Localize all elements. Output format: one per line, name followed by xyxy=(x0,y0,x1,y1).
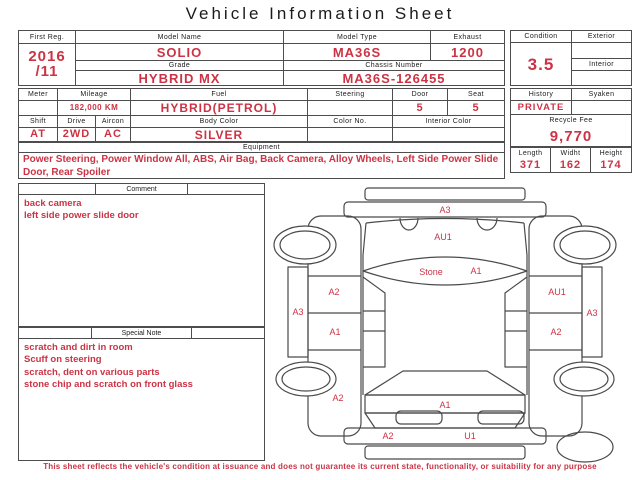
recycle-fee-label: Recycle Fee xyxy=(549,117,593,124)
equipment-value: Power Steering, Power Window All, ABS, Air Bag, Back Camera, Alloy Wheels, Left Side Power Slide Door, Rear Spoiler xyxy=(23,154,499,178)
special-note-label: Special Note xyxy=(91,328,193,338)
damage-code-right-sill: A3 xyxy=(586,308,598,318)
mileage-value: 182,000 KM xyxy=(58,101,131,116)
exterior-value xyxy=(572,43,631,59)
special-note-line: Scuff on steering xyxy=(24,354,102,366)
model-type-label: Model Type xyxy=(284,31,431,44)
shift-label: Shift xyxy=(19,116,58,128)
length-value: 371 xyxy=(511,158,551,172)
special-note-line: stone chip and scratch on front glass xyxy=(24,379,193,391)
aircon-value: AC xyxy=(96,128,131,141)
left-front-wheel xyxy=(274,226,336,264)
interior-color-label: Interior Color xyxy=(393,116,504,128)
color-no-value xyxy=(308,128,393,141)
spare-tire xyxy=(557,432,613,462)
condition-value: 3.5 xyxy=(511,43,572,85)
length-label: Length xyxy=(511,148,551,158)
comment-label: Comment xyxy=(95,184,187,194)
height-value: 174 xyxy=(600,158,622,171)
damage-code-left-rear-door: A1 xyxy=(329,327,341,337)
right-front-wheel xyxy=(554,226,616,264)
car-diagram-labels xyxy=(292,205,597,441)
grade-value: HYBRID MX xyxy=(76,71,284,85)
door-value: 5 xyxy=(393,101,448,116)
rear-window xyxy=(365,371,525,395)
damage-code-windshield: A1 xyxy=(470,266,482,276)
body-right-edge xyxy=(524,223,527,395)
color-no-label: Color No. xyxy=(308,116,393,128)
rear-lower-bar xyxy=(365,446,525,459)
recycle-fee-value: 9,770 xyxy=(549,127,593,145)
condition-label: Condition xyxy=(511,31,572,43)
rear-bumper xyxy=(344,428,546,444)
damage-code-left-rear-fender: A2 xyxy=(332,393,344,403)
comment-box xyxy=(18,183,265,327)
drive-label: Drive xyxy=(58,116,96,128)
width-value: 162 xyxy=(551,158,591,172)
front-spoiler xyxy=(365,188,525,200)
interior-color-value xyxy=(393,128,504,141)
page-title: Vehicle Information Sheet xyxy=(185,4,455,23)
damage-code-rear-panel: A1 xyxy=(439,400,451,410)
meter-label: Meter xyxy=(19,89,58,101)
interior-value xyxy=(572,71,631,85)
meter-value xyxy=(19,101,58,116)
model-type-value: MA36S xyxy=(284,44,431,61)
syaken-label: Syaken xyxy=(572,89,631,101)
damage-code-hood: AU1 xyxy=(434,232,452,242)
special-note-box xyxy=(18,327,265,461)
chassis-number-label: Chassis Number xyxy=(284,61,504,71)
steering-label: Steering xyxy=(308,89,393,101)
shift-value: AT xyxy=(19,128,58,141)
body-color-label: Body Color xyxy=(131,116,308,128)
body-left-edge xyxy=(363,223,366,395)
damage-code-right-rear-door: A2 xyxy=(550,327,562,337)
first-reg-month: /11 xyxy=(35,62,59,80)
footer-disclaimer: This sheet reflects the vehicle's condition at issuance and does not guarantee its current state, functionality, or suitability for any purpose xyxy=(43,462,597,471)
damage-code-rear-bumper-right: U1 xyxy=(464,431,476,441)
first-reg-value xyxy=(19,44,76,85)
right-side-windows xyxy=(505,277,527,367)
width-label: Widht xyxy=(551,148,591,158)
dimensions-box xyxy=(510,147,632,173)
equipment-box xyxy=(18,142,505,179)
comment-header xyxy=(19,184,264,195)
drive-value: 2WD xyxy=(58,128,96,141)
special-note-header xyxy=(19,328,264,339)
seat-value: 5 xyxy=(448,101,504,116)
history-box xyxy=(510,88,632,147)
grade-label: Grade xyxy=(76,61,284,71)
special-note-text xyxy=(19,339,264,394)
spec-table xyxy=(18,88,505,142)
comment-line: back camera xyxy=(24,198,82,209)
car-damage-diagram xyxy=(270,183,640,463)
model-name-label: Model Name xyxy=(76,31,284,44)
damage-code-right-front-door: AU1 xyxy=(548,287,566,297)
damage-code-left-sill: A3 xyxy=(292,307,304,317)
interior-label: Interior xyxy=(572,59,631,71)
windshield xyxy=(363,257,527,285)
equipment-label: Equipment xyxy=(19,143,504,153)
special-note-line: scratch, dent on various parts xyxy=(24,366,160,378)
fuel-label: Fuel xyxy=(131,89,308,101)
model-name-value: SOLIO xyxy=(76,44,284,61)
special-note-line: scratch and dirt in room xyxy=(24,342,133,353)
identity-table xyxy=(18,30,505,86)
damage-code-left-front-door: A2 xyxy=(328,287,340,297)
condition-box xyxy=(510,30,632,86)
height-label: Height xyxy=(599,149,623,157)
first-reg-year: 2016 xyxy=(28,48,66,66)
seat-label: Seat xyxy=(448,89,504,101)
body-color-value: SILVER xyxy=(131,128,308,141)
comment-text xyxy=(19,195,264,226)
history-value: PRIVATE xyxy=(511,101,572,115)
damage-code-front-bumper: A3 xyxy=(439,205,451,215)
door-label: Door xyxy=(393,89,448,101)
rear-hatch xyxy=(365,413,525,428)
steering-value xyxy=(308,101,393,116)
history-label: History xyxy=(511,89,572,101)
hood-front-edge xyxy=(366,219,524,224)
mileage-label: Mileage xyxy=(58,89,131,101)
exterior-label: Exterior xyxy=(572,31,631,43)
exhaust-value: 1200 xyxy=(431,44,504,61)
syaken-value xyxy=(572,101,631,115)
comment-line: left side power slide door xyxy=(24,210,139,222)
fuel-value: HYBRID(PETROL) xyxy=(131,101,308,116)
aircon-label: Aircon xyxy=(96,116,131,128)
exhaust-label: Exhaust xyxy=(431,31,504,44)
chassis-number-value: MA36S-126455 xyxy=(342,71,446,85)
left-side-windows xyxy=(363,277,385,367)
damage-code-windshield: Stone xyxy=(419,267,443,277)
first-reg-label: First Reg. xyxy=(19,31,76,44)
damage-code-rear-bumper-left: A2 xyxy=(382,431,394,441)
